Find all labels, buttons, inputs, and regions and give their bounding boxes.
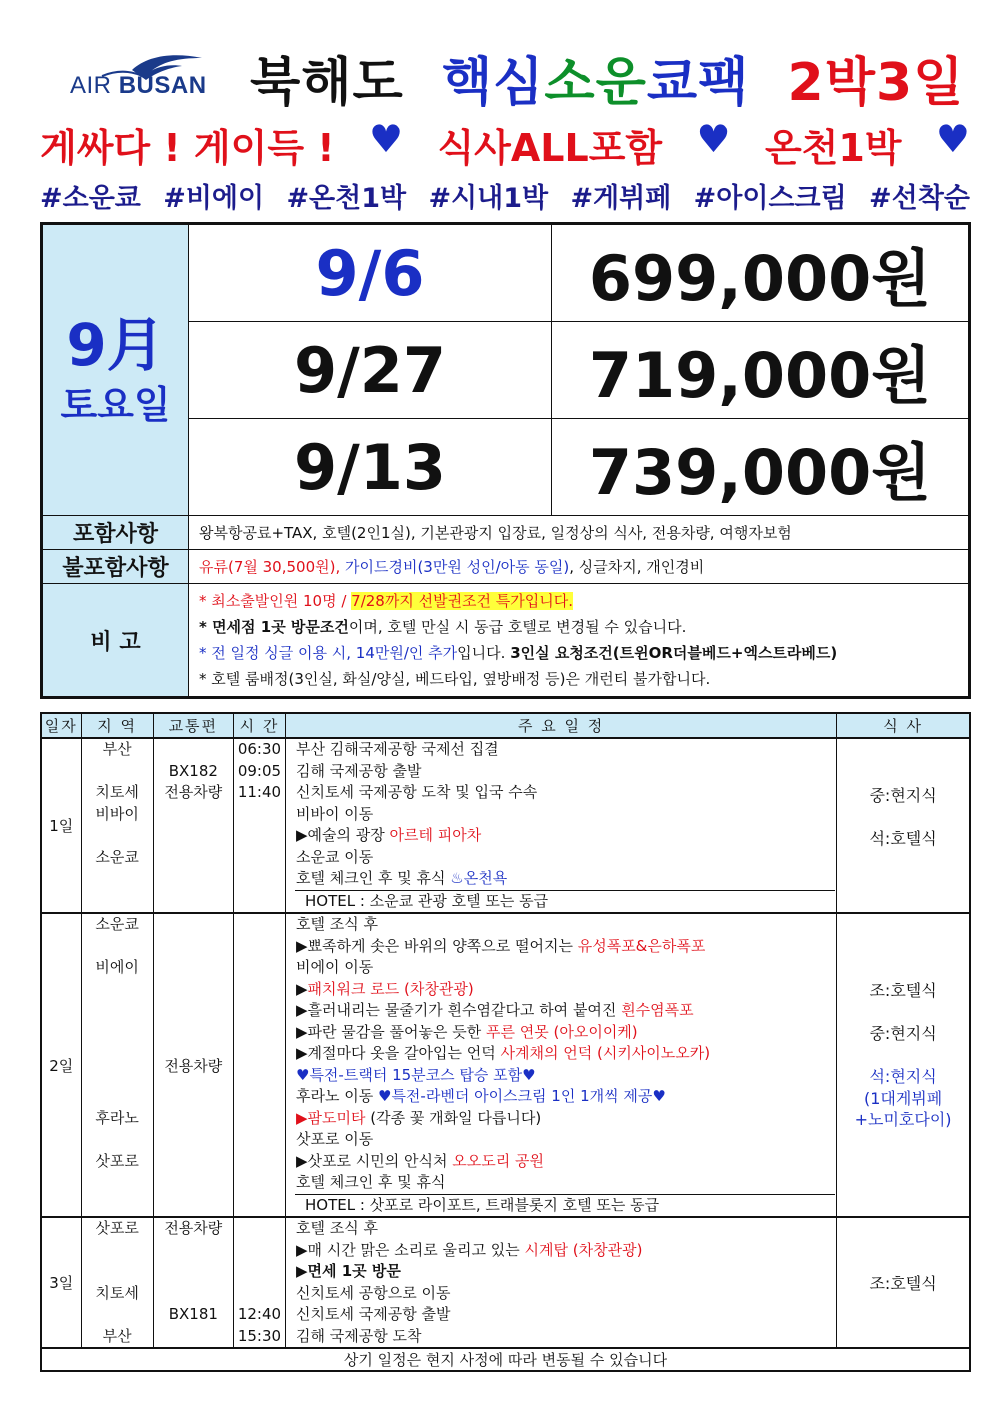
day-row: [41, 738, 970, 913]
meal-column: 조:호텔식 중:현지식 석:현지식 (1대게뷔페 +노미호다이): [837, 913, 970, 1217]
transport-column: BX182 전용차량: [153, 738, 233, 913]
col-header-schedule: 주 요 일 정: [286, 713, 837, 738]
page-title: 북해도 핵심소운쿄팩 2박3일: [250, 53, 965, 113]
included-label: 포함사항: [42, 516, 189, 550]
time-column: 12:40 15:30: [233, 1217, 285, 1348]
day-label: 1일: [41, 738, 81, 913]
hotel-info: HOTEL : 삿포로 라이포트, 트래블롯지 호텔 또는 동급: [295, 1194, 835, 1217]
time-column: 06:30 09:05 11:40: [233, 738, 285, 913]
itinerary-table: [40, 712, 971, 1372]
schedule-column: 부산 김해국제공항 국제선 집결 김해 국제공항 출발 신치토세 국제공항 도착 및 입국 수속 비바이 이동 ▶예술의 광장 아르테 피아차 소운쿄 이동 호텔 체크인 후 및 휴식 ♨온천욕 HOTEL : 소운쿄 관광 호텔 또는 동급: [286, 738, 837, 913]
departure-month: 9月 토요일: [42, 224, 189, 516]
hotel-info: HOTEL : 소운쿄 관광 호텔 또는 동급: [295, 890, 835, 913]
meal-column: 중:현지식 석:호텔식: [837, 738, 970, 913]
price-amount: 719,000원: [552, 322, 970, 419]
hashtag: #소운쿄: [40, 183, 141, 214]
hashtag: #선착순: [869, 183, 970, 214]
departure-date: 9/13: [189, 419, 552, 516]
price-table: [40, 222, 971, 699]
heart-icon: ♥: [368, 117, 404, 161]
col-header-time: 시 간: [233, 713, 285, 738]
schedule-column: 호텔 조식 후 ▶뾰족하게 솟은 바위의 양쪽으로 떨어지는 유성폭포&은하폭포 비에이 이동 ▶패치워크 로드 (차창관광) ▶흘러내리는 물줄기가 흰수염같다고 하여 붙여진 흰수염폭포 ▶파란 물감을 풀어놓은 듯한 푸른 연못 (아오이이케) ▶계절마다 옷을 갈아입는 언덕 사계채의 언덕 (시키사이노오카) ♥특전-트랙터 15분코스 탑승 포함♥ 후라노 이동 ♥특전-라벤더 아이스크림 1인 1개씩 제공♥ ▶팜도미타 (각종 꽃 개화일 다릅니다) 삿포로 이동 ▶삿포로 시민의 안식처 오오도리 공원 호텔 체크인 후 및 휴식 HOTEL : 삿포로 라이포트, 트래블롯지 호텔 또는 동급: [286, 913, 837, 1217]
airline-logo: AIR BUSAN: [70, 72, 207, 99]
price-amount: 739,000원: [552, 419, 970, 516]
departure-date: 9/6: [189, 224, 552, 322]
day-row: [41, 913, 970, 1217]
col-header-meal: 식 사: [837, 713, 970, 738]
excluded-label: 불포함사항: [42, 550, 189, 584]
remarks-label: 비 고: [42, 584, 189, 698]
subtitle: 게싸다 ! 게이득 ! ♥ 식사ALL포함 ♥ 온천1박 ♥: [40, 117, 970, 170]
included-text: 왕복항공료+TAX, 호텔(2인1실), 기본관광지 입장료, 일정상의 식사, 전용차량, 여행자보험: [189, 516, 970, 550]
hashtag: #비에이: [163, 183, 265, 214]
schedule-footnote: 상기 일정은 현지 사정에 따라 변동될 수 있습니다: [41, 1348, 970, 1371]
heart-icon: ♥: [696, 117, 731, 161]
col-header-transport: 교통편: [153, 713, 233, 738]
region-column: 소운쿄 비에이 후라노 삿포로: [81, 913, 153, 1217]
departure-date: 9/27: [189, 322, 552, 419]
day-row: [41, 1217, 970, 1348]
price-amount: 699,000원: [552, 224, 970, 322]
transport-column: 전용차량: [153, 913, 233, 1217]
col-header-region: 지 역: [81, 713, 153, 738]
transport-column: 전용차량 BX181: [153, 1217, 233, 1348]
heart-icon: ♥: [935, 117, 970, 161]
hashtag: #온천1박: [286, 183, 407, 214]
meal-column: 조:호텔식: [837, 1217, 970, 1348]
schedule-column: 호텔 조식 후 ▶매 시간 맑은 소리로 울리고 있는 시계탑 (차창관광) ▶면세 1곳 방문 신치토세 공항으로 이동 신치토세 국제공항 출발 김해 국제공항 도착: [286, 1217, 837, 1348]
hashtag: #아이스크림: [693, 183, 847, 214]
col-header-day: 일자: [41, 713, 81, 738]
hashtag: #게뷔페: [570, 183, 672, 214]
region-column: 부산 치토세 비바이 소운쿄: [81, 738, 153, 913]
excluded-text: 유류(7월 30,500원), 가이드경비(3만원 성인/아동 동일), 싱글차지, 개인경비: [189, 550, 970, 584]
day-label: 2일: [41, 913, 81, 1217]
remarks-text: * 최소출발인원 10명 / 7/28까지 선발권조건 특가입니다. * 면세점 1곳 방문조건이며, 호텔 만실 시 동급 호텔로 변경될 수 있습니다. * 전 일정 싱글 이용 시, 14만원/인 추가입니다. 3인실 요청조건(트윈OR더블베드+엑스트라베드) * 호텔 룸배정(3인실, 화실/양실, 베드타입, 옆방배정 등)은 개런티 불가합니다.: [189, 584, 970, 698]
hashtag: #시내1박: [428, 183, 549, 214]
hashtags: [40, 176, 970, 215]
region-column: 삿포로 치토세 부산: [81, 1217, 153, 1348]
time-column: [233, 913, 285, 1217]
day-label: 3일: [41, 1217, 81, 1348]
